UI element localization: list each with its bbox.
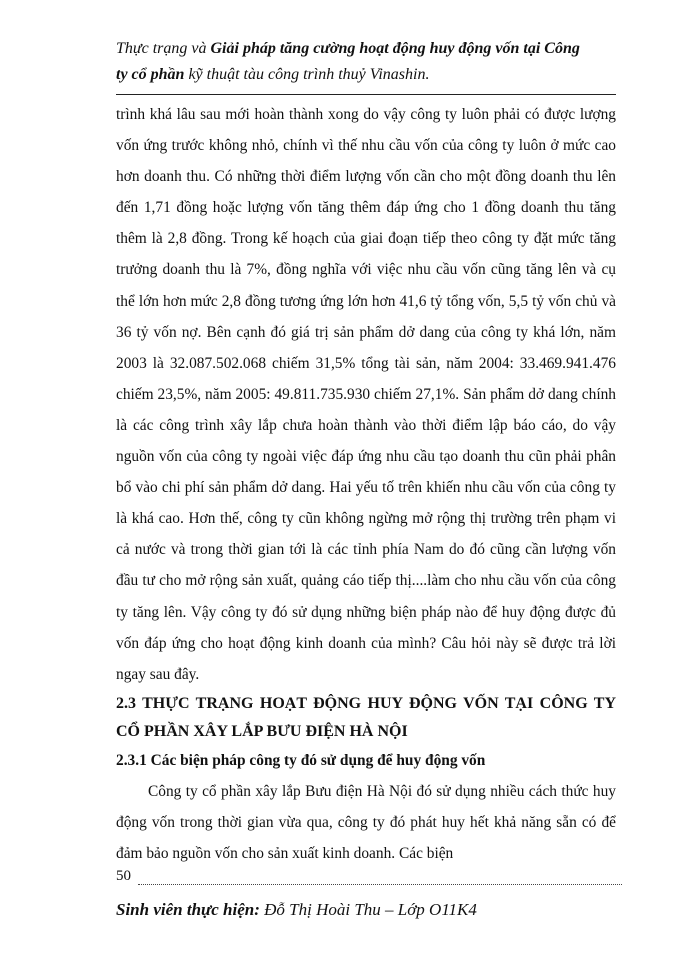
- footer-rule: [138, 884, 622, 885]
- header-rule: [116, 94, 616, 95]
- page-header: [116, 36, 616, 88]
- author-label: Sinh viên thực hiện:: [116, 900, 260, 919]
- header-title-bold: Giải pháp tăng cường hoạt động huy động vốn tại Công: [210, 40, 580, 57]
- header-title-bold-2: ty cổ phần: [116, 66, 185, 83]
- header-title-prefix: Thực trạng và: [116, 40, 211, 57]
- page-number: 50: [116, 868, 131, 884]
- header-title-suffix: kỹ thuật tàu công trình thuỷ Vinashin.: [184, 66, 430, 83]
- body-paragraph-1: trình khá lâu sau mới hoàn thành xong do vậy công ty luôn phải có được lượng vốn ứng trước không nhỏ, chính vì thế nhu cầu vốn của công ty luôn ở mức cao hơn doanh thu. Có những thời điểm lượng vốn cần cho một đồng doanh thu lên đến 1,71 đồng hoặc lượng vốn tăng thêm đáp ứng cho 1 đồng doanh thu tăng thêm là 2,8 đồng. Trong kế hoạch của giai đoạn tiếp theo công ty đặt mức tăng trưởng doanh thu là 7%, đồng nghĩa với việc nhu cầu vốn cũng tăng lên và cụ thể lớn hơn mức 2,8 đồng tương ứng lớn hơn 41,6 tỷ tổng vốn, 5,5 tỷ vốn chủ và 36 tỷ vốn nợ. Bên cạnh đó giá trị sản phẩm dở dang của công ty khá lớn, năm 2003 là 32.087.502.068 chiếm 31,5% tổng tài sản, năm 2004: 33.469.941.476 chiếm 23,5%, năm 2005: 49.811.735.930 chiếm 27,1%. Sản phẩm dở dang chính là các công trình xây lắp chưa hoàn thành vào thời điểm lập báo cáo, do vậy nguồn vốn của công ty ngoài việc đáp ứng nhu cầu tạo doanh thu cũn phải phân bổ vào chi phí sản phẩm dở dang. Hai yếu tố trên khiến nhu cầu vốn của công ty là khá cao. Hơn thế, công ty cũn không ngừng mở rộng thị trường trên phạm vi cả nước và trong thời gian tới là các tỉnh phía Nam do đó cũng cần lượng vốn đầu tư cho mở rộng sản xuất, quảng cáo tiếp thị....làm cho nhu cầu vốn của công ty tăng lên. Vậy công ty đó sử dụng những biện pháp nào để huy động được đủ vốn đáp ứng cho hoạt động kinh doanh của mình? Câu hỏi này sẽ được trả lời ngay sau đây.: [116, 106, 616, 683]
- document-body: [116, 99, 616, 869]
- page-footer: [116, 900, 636, 920]
- author-value: Đỗ Thị Hoài Thu – Lớp O11K4: [259, 900, 477, 919]
- subsection-heading: 2.3.1 Các biện pháp công ty đó sử dụng để huy động vốn: [116, 751, 486, 769]
- body-paragraph-2: Công ty cổ phần xây lắp Bưu điện Hà Nội đó sử dụng nhiều cách thức huy động vốn trong thời gian vừa qua, công ty đó phát huy hết khả năng sẵn có để đảm bảo nguồn vốn cho sản xuất kinh doanh. Các biện: [116, 782, 616, 862]
- section-heading: 2.3 THỰC TRẠNG HOẠT ĐỘNG HUY ĐỘNG VỐN TẠI CÔNG TY CỔ PHẦN XÂY LẮP BƯU ĐIỆN HÀ NỘI: [116, 694, 616, 740]
